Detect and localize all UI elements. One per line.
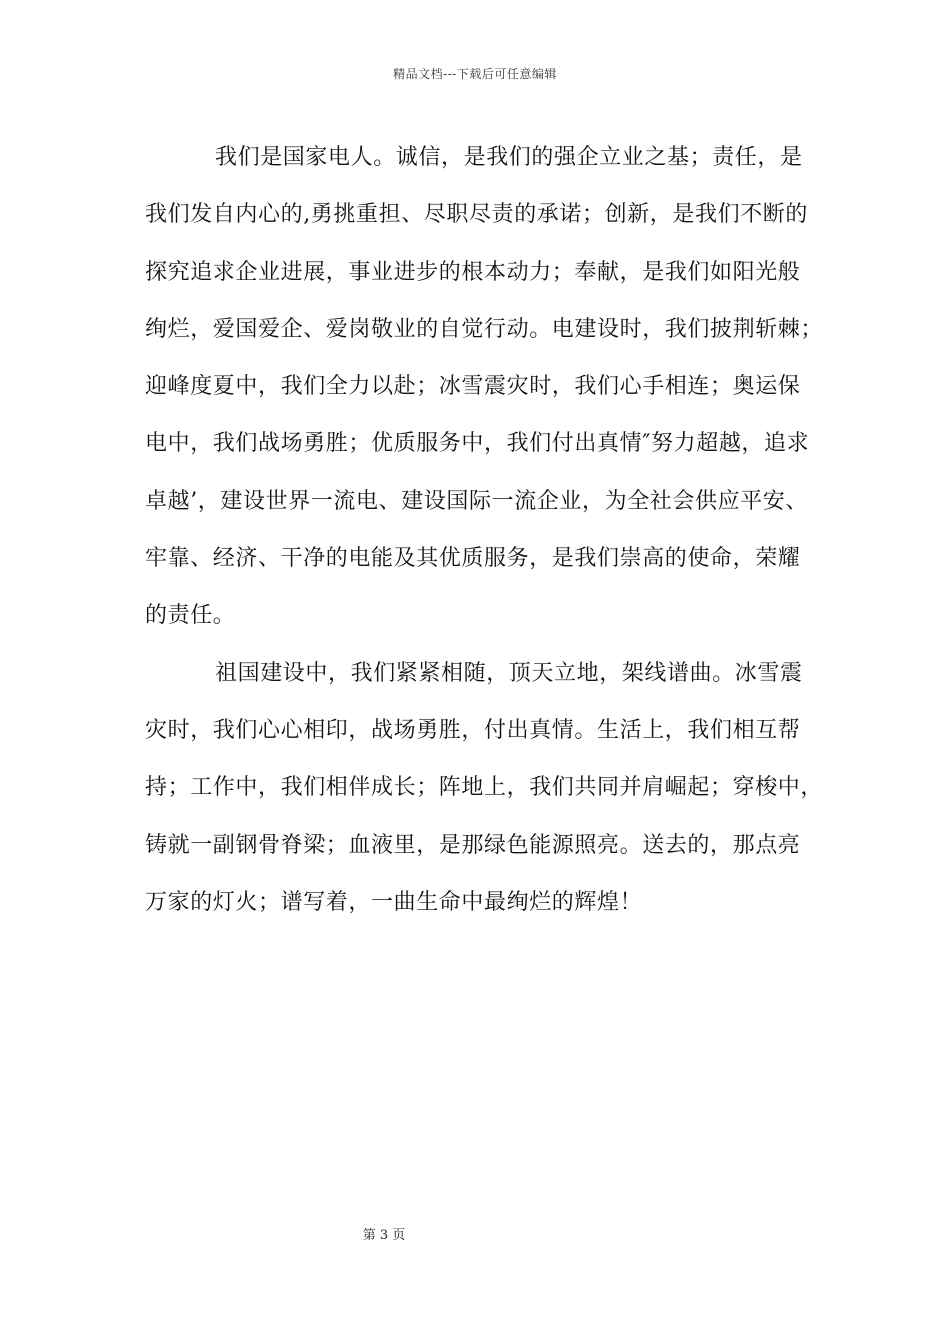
paragraph-line: 的责任。 <box>145 603 236 629</box>
paragraph-line: 灾时，我们心心相印，战场勇胜，付出真情。生活上，我们相互帮 <box>145 717 801 743</box>
paragraph-1 <box>145 129 824 645</box>
paragraph-line: 绚烂，爱国爱企、爱岗敬业的自觉行动。电建设时，我们披荆斩棘； <box>145 316 824 342</box>
paragraph-line: 万家的灯火；谱写着，一曲生命中最绚烂的辉煌！ <box>145 889 643 915</box>
paragraph-line: 迎峰度夏中，我们全力以赴；冰雪震灾时，我们心手相连；奥运保 <box>145 374 801 400</box>
page-header: 精品文档---下载后可任意编辑 <box>393 67 557 81</box>
paragraph-line: 铸就一副钢骨脊梁；血液里，是那绿色能源照亮。送去的，那点亮 <box>145 832 801 858</box>
page-number: 第 3 页 <box>362 1228 406 1243</box>
paragraph-line: 我们发自内心的,勇挑重担、尽职尽责的承诺；创新，是我们不断的 <box>145 202 808 228</box>
paragraph-line: 探究追求企业进展，事业进步的根本动力；奉献，是我们如阳光般 <box>145 259 801 285</box>
paragraph-line: 祖国建设中，我们紧紧相随，顶天立地，架线谱曲。冰雪震 <box>215 660 803 686</box>
document-body <box>145 129 824 931</box>
paragraph-line: 电中，我们战场勇胜；优质服务中，我们付出真情″努力超越，追求 <box>145 431 810 457</box>
paragraph-2 <box>145 645 824 931</box>
paragraph-line: 卓越’，建设世界一流电、建设国际一流企业，为全社会供应平安、 <box>145 488 808 514</box>
paragraph-line: 持；工作中，我们相伴成长；阵地上，我们共同并肩崛起；穿梭中， <box>145 775 824 801</box>
paragraph-line: 牢靠、经济、干净的电能及其优质服务，是我们崇高的使命，荣耀 <box>145 546 801 572</box>
paragraph-line: 我们是国家电人。诚信，是我们的强企立业之基；责任，是 <box>215 145 803 170</box>
